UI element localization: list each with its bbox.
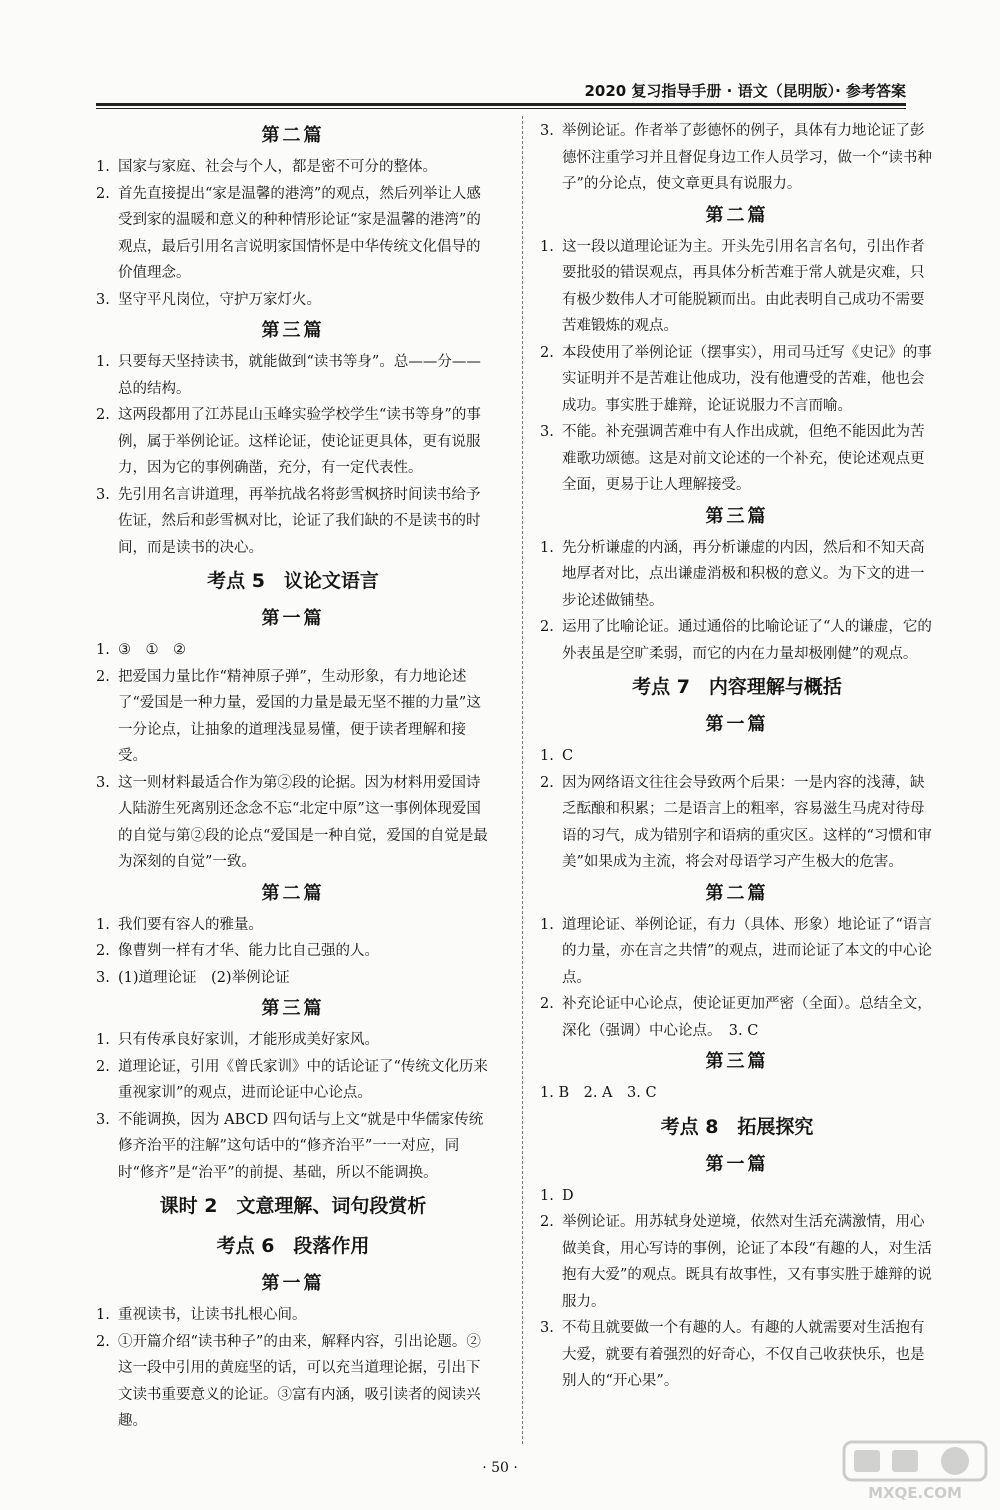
- answer-text: 不能。补充强调苦难中有人作出成就，但绝不能因此为苦难歌功颂德。这是对前文论述的一个补充，使论述观点更全面，更易于让人理解接受。: [562, 424, 925, 493]
- answer-number: 2.: [96, 185, 110, 202]
- answer-text: ①开篇介绍“读书种子”的由来，解释内容，引出论题。②这一段中引用的黄庭坚的话，可以充当道理论据，引出下文读书重要意义的论证。③富有内涵，吸引读者的阅读兴趣。: [118, 1333, 481, 1429]
- answer-number: 2.: [540, 996, 554, 1012]
- answer-item: [96, 938, 490, 965]
- topic-heading: 考点 8 拓展探究: [660, 1115, 814, 1138]
- answer-number: 2.: [96, 668, 110, 685]
- answer-text: D: [562, 1187, 574, 1204]
- section-heading: 第三篇: [261, 998, 325, 1019]
- answer-number: 2.: [540, 1214, 554, 1230]
- answer-text: 我们要有容人的雅量。: [118, 916, 263, 933]
- section-heading: 第三篇: [705, 505, 769, 527]
- answer-item: [96, 637, 490, 664]
- answer-text: 1. B 2. A 3. C: [540, 1085, 657, 1101]
- answer-item: [96, 402, 490, 482]
- answer-item: [96, 1302, 490, 1329]
- section-heading: 第二篇: [261, 882, 325, 904]
- section-heading: 第三篇: [705, 1051, 769, 1072]
- answer-item: [540, 912, 934, 992]
- answer-item: [96, 154, 490, 181]
- answer-number: 3.: [96, 969, 110, 986]
- answer-number: 1.: [96, 642, 110, 658]
- section-heading: 第一篇: [705, 1153, 769, 1175]
- topic-heading: 考点 5 议论文语言: [207, 570, 379, 592]
- answer-item: [540, 1209, 934, 1315]
- answer-item: [540, 1183, 934, 1210]
- answer-text: 先引用名言讲道理，再举抗战名将彭雪枫挤时间读书给予佐证，然后和彭雪枫对比，论证了我们缺的不是读书的时间，而是读书的决心。: [118, 486, 481, 556]
- answer-item: [96, 770, 490, 876]
- answer-item: [96, 1329, 490, 1435]
- answer-text: 把爱国力量比作“精神原子弹”，生动形象，有力地论述了“爱国是一种力量，爱国的力量是最无坚不摧的力量”这一分论点，让抽象的道理浅显易懂，便于读者理解和接受。: [118, 668, 481, 764]
- answer-item: [540, 1080, 934, 1107]
- topic-heading: 考点 6 段落作用: [216, 1235, 370, 1257]
- watermark-logo: [840, 1438, 990, 1502]
- answer-number: 3.: [540, 123, 554, 139]
- answer-number: 1.: [96, 354, 110, 370]
- watermark-stamp-icon: [840, 1438, 990, 1502]
- answer-text: 首先直接提出“家是温馨的港湾”的观点，然后列举让人感受到家的温暖和意义的种种情形论证“家是温馨的港湾”的观点，最后引用名言说明家国情怀是中华传统文化倡导的价值理念。: [118, 185, 481, 281]
- answer-number: 2.: [96, 943, 110, 959]
- answer-number: 1.: [540, 748, 554, 764]
- answer-text: 这两段都用了江苏昆山玉峰实验学校学生“读书等身”的事例，属于举例论证。这样论证，使论证更具体，更有说服力，因为它的事例确凿，充分，有一定代表性。: [118, 407, 481, 476]
- answer-number: 2.: [540, 344, 554, 361]
- answer-number: 3.: [96, 486, 110, 503]
- answer-item: [540, 340, 934, 420]
- answer-number: 3.: [540, 424, 554, 440]
- answer-text: 运用了比喻论证。通过通俗的比喻论证了“人的谦虚，它的外表虽是空旷柔弱，而它的内在力量却极刚健”的观点。: [562, 619, 932, 662]
- watermark-url: MXQE.COM: [868, 1484, 962, 1502]
- answer-text: 这一则材料最适合作为第②段的论据。因为材料用爱国诗人陆游生死离别还念念不忘“北定中原”这一事例体现爱国的自觉与第②段的论点“爱国是一种自觉，爱国的自觉是最为深刻的自觉”一致。: [118, 774, 488, 870]
- answer-text: 本段使用了举例论证（摆事实），用司马迁写《史记》的事实证明并不是苦难让他成功，没有他遭受的苦难，他也会成功。事实胜于雄辩，论证说服力不言而喻。: [562, 344, 932, 414]
- answer-item: [96, 1107, 490, 1187]
- answer-text: 坚守平凡岗位，守护万家灯火。: [118, 291, 321, 308]
- answer-item: [96, 965, 490, 992]
- answer-item: [96, 1054, 490, 1107]
- answer-number: 3.: [96, 1111, 110, 1128]
- answer-text: 只有传承良好家训，才能形成美好家风。: [118, 1032, 379, 1048]
- answer-number: 3.: [96, 774, 110, 791]
- answer-text: C: [562, 748, 574, 764]
- answer-text: ③ ① ②: [118, 642, 186, 658]
- section-heading: 第二篇: [705, 882, 769, 904]
- answer-item: [540, 118, 934, 198]
- answer-number: 1.: [96, 916, 110, 933]
- answer-text: 道理论证、举例论证，有力（具体、形象）地论证了“语言的力量，亦在言之共情”的观点，进而论证了本文的中心论点。: [562, 916, 932, 986]
- section-heading: 第二篇: [705, 204, 769, 226]
- answer-number: 3.: [96, 291, 110, 308]
- header-rule: [96, 103, 906, 109]
- section-heading: 第一篇: [261, 608, 325, 629]
- answer-number: 1.: [96, 159, 110, 175]
- section-heading: 第一篇: [705, 714, 769, 735]
- answer-item: [96, 287, 490, 314]
- answer-number: 2.: [540, 619, 554, 635]
- answer-item: [540, 770, 934, 876]
- answer-text: 举例论证。用苏轼身处逆境，依然对生活充满激情，用心做美食，用心写诗的事例，论证了本段“有趣的人，对生活抱有大爱”的观点。既具有故事性，又有事实胜于雄辩的说服力。: [562, 1214, 932, 1310]
- answer-number: 1.: [540, 1187, 554, 1204]
- topic-heading: 课时 2 文意理解、词句段赏析: [159, 1195, 427, 1217]
- answer-number: 1.: [540, 916, 554, 933]
- answer-item: [540, 419, 934, 499]
- answer-item: [96, 181, 490, 287]
- answer-number: 3.: [540, 1320, 554, 1336]
- answer-item: [540, 991, 934, 1044]
- page-header: 2020 复习指导手册 · 语文（昆明版）· 参考答案: [584, 82, 906, 100]
- answer-item: [540, 614, 934, 667]
- answer-text: 像曹刿一样有才华、能力比自己强的人。: [118, 943, 379, 959]
- answer-text: 只要每天坚持读书，就能做到“读书等身”。总——分——总的结构。: [118, 354, 481, 397]
- answer-number: 2.: [96, 1058, 110, 1075]
- page-number: · 50 ·: [482, 1460, 518, 1476]
- answer-text: 举例论证。作者举了彭德怀的例子，具体有力地论证了彭德怀注重学习并且督促身边工作人员学习，做一个“读书种子”的分论点，使文章更具有说服力。: [562, 123, 932, 192]
- answer-text: 重视读书，让读书扎根心间。: [118, 1307, 307, 1323]
- answer-text: 不苟且就要做一个有趣的人。有趣的人就需要对生活抱有大爱，就要有着强烈的好奇心，不仅自己收获快乐，也是别人的“开心果”。: [562, 1320, 925, 1389]
- answer-text: 这一段以道理论证为主。开头先引用名言名句，引出作者要批驳的错误观点，再具体分析苦难于常人就是灾难，只有极少数伟人才可能脱颖而出。由此表明自己成功不需要苦难锻炼的观点。: [562, 238, 925, 334]
- answer-text: (1)道理论证 (2)举例论证: [118, 969, 290, 986]
- answer-number: 1.: [540, 539, 554, 556]
- section-heading: 第一篇: [261, 1273, 325, 1294]
- answer-number: 1.: [96, 1307, 110, 1323]
- answer-text: 国家与家庭、社会与个人，都是密不可分的整体。: [118, 159, 437, 175]
- left-column: [96, 118, 490, 1435]
- answer-text: 道理论证，引用《曾氏家训》中的话论证了“传统文化历来重视家训”的观点，进而论证中心论点。: [118, 1058, 488, 1101]
- answer-item: [540, 743, 934, 770]
- section-heading: 第二篇: [261, 125, 325, 146]
- answer-number: 2.: [96, 1333, 110, 1350]
- answer-item: [96, 482, 490, 562]
- answer-text: 不能调换，因为 ABCD 四句话与上文“就是中华儒家传统修齐治平的注解”这句话中的“修齐治平”一一对应，同时“修齐”是“治平”的前提、基础，所以不能调换。: [118, 1111, 484, 1181]
- answer-number: 1.: [96, 1032, 110, 1048]
- section-heading: 第三篇: [261, 320, 325, 341]
- answer-text: 因为网络语文往往会导致两个后果：一是内容的浅薄，缺乏酝酿和积累；二是语言上的粗率，容易滋生马虎对待母语的习气，成为错别字和语病的重灾区。这样的“习惯和审美”如果成为主流，将会对母语学习产生极大的危害。: [562, 774, 932, 870]
- answer-number: 2.: [96, 407, 110, 423]
- answer-item: [540, 535, 934, 615]
- column-divider: [522, 116, 523, 1444]
- answer-item: [96, 1027, 490, 1054]
- answer-text: 先分析谦虚的内涵，再分析谦虚的内因，然后和不知天高地厚者对比，点出谦虚消极和积极的意义。为下文的进一步论述做铺垫。: [562, 539, 925, 609]
- answer-item: [96, 664, 490, 770]
- answer-item: [540, 234, 934, 340]
- answer-text: 补充论证中心论点，使论证更加严密（全面）。总结全文，深化（强调）中心论点。 3. C: [562, 996, 932, 1039]
- answer-number: 2.: [540, 774, 554, 791]
- topic-heading: 考点 7 内容理解与概括: [632, 676, 842, 698]
- answer-number: 1.: [540, 238, 554, 255]
- answer-item: [540, 1315, 934, 1395]
- answer-item: [96, 912, 490, 939]
- answer-item: [96, 349, 490, 402]
- right-column: [540, 118, 934, 1395]
